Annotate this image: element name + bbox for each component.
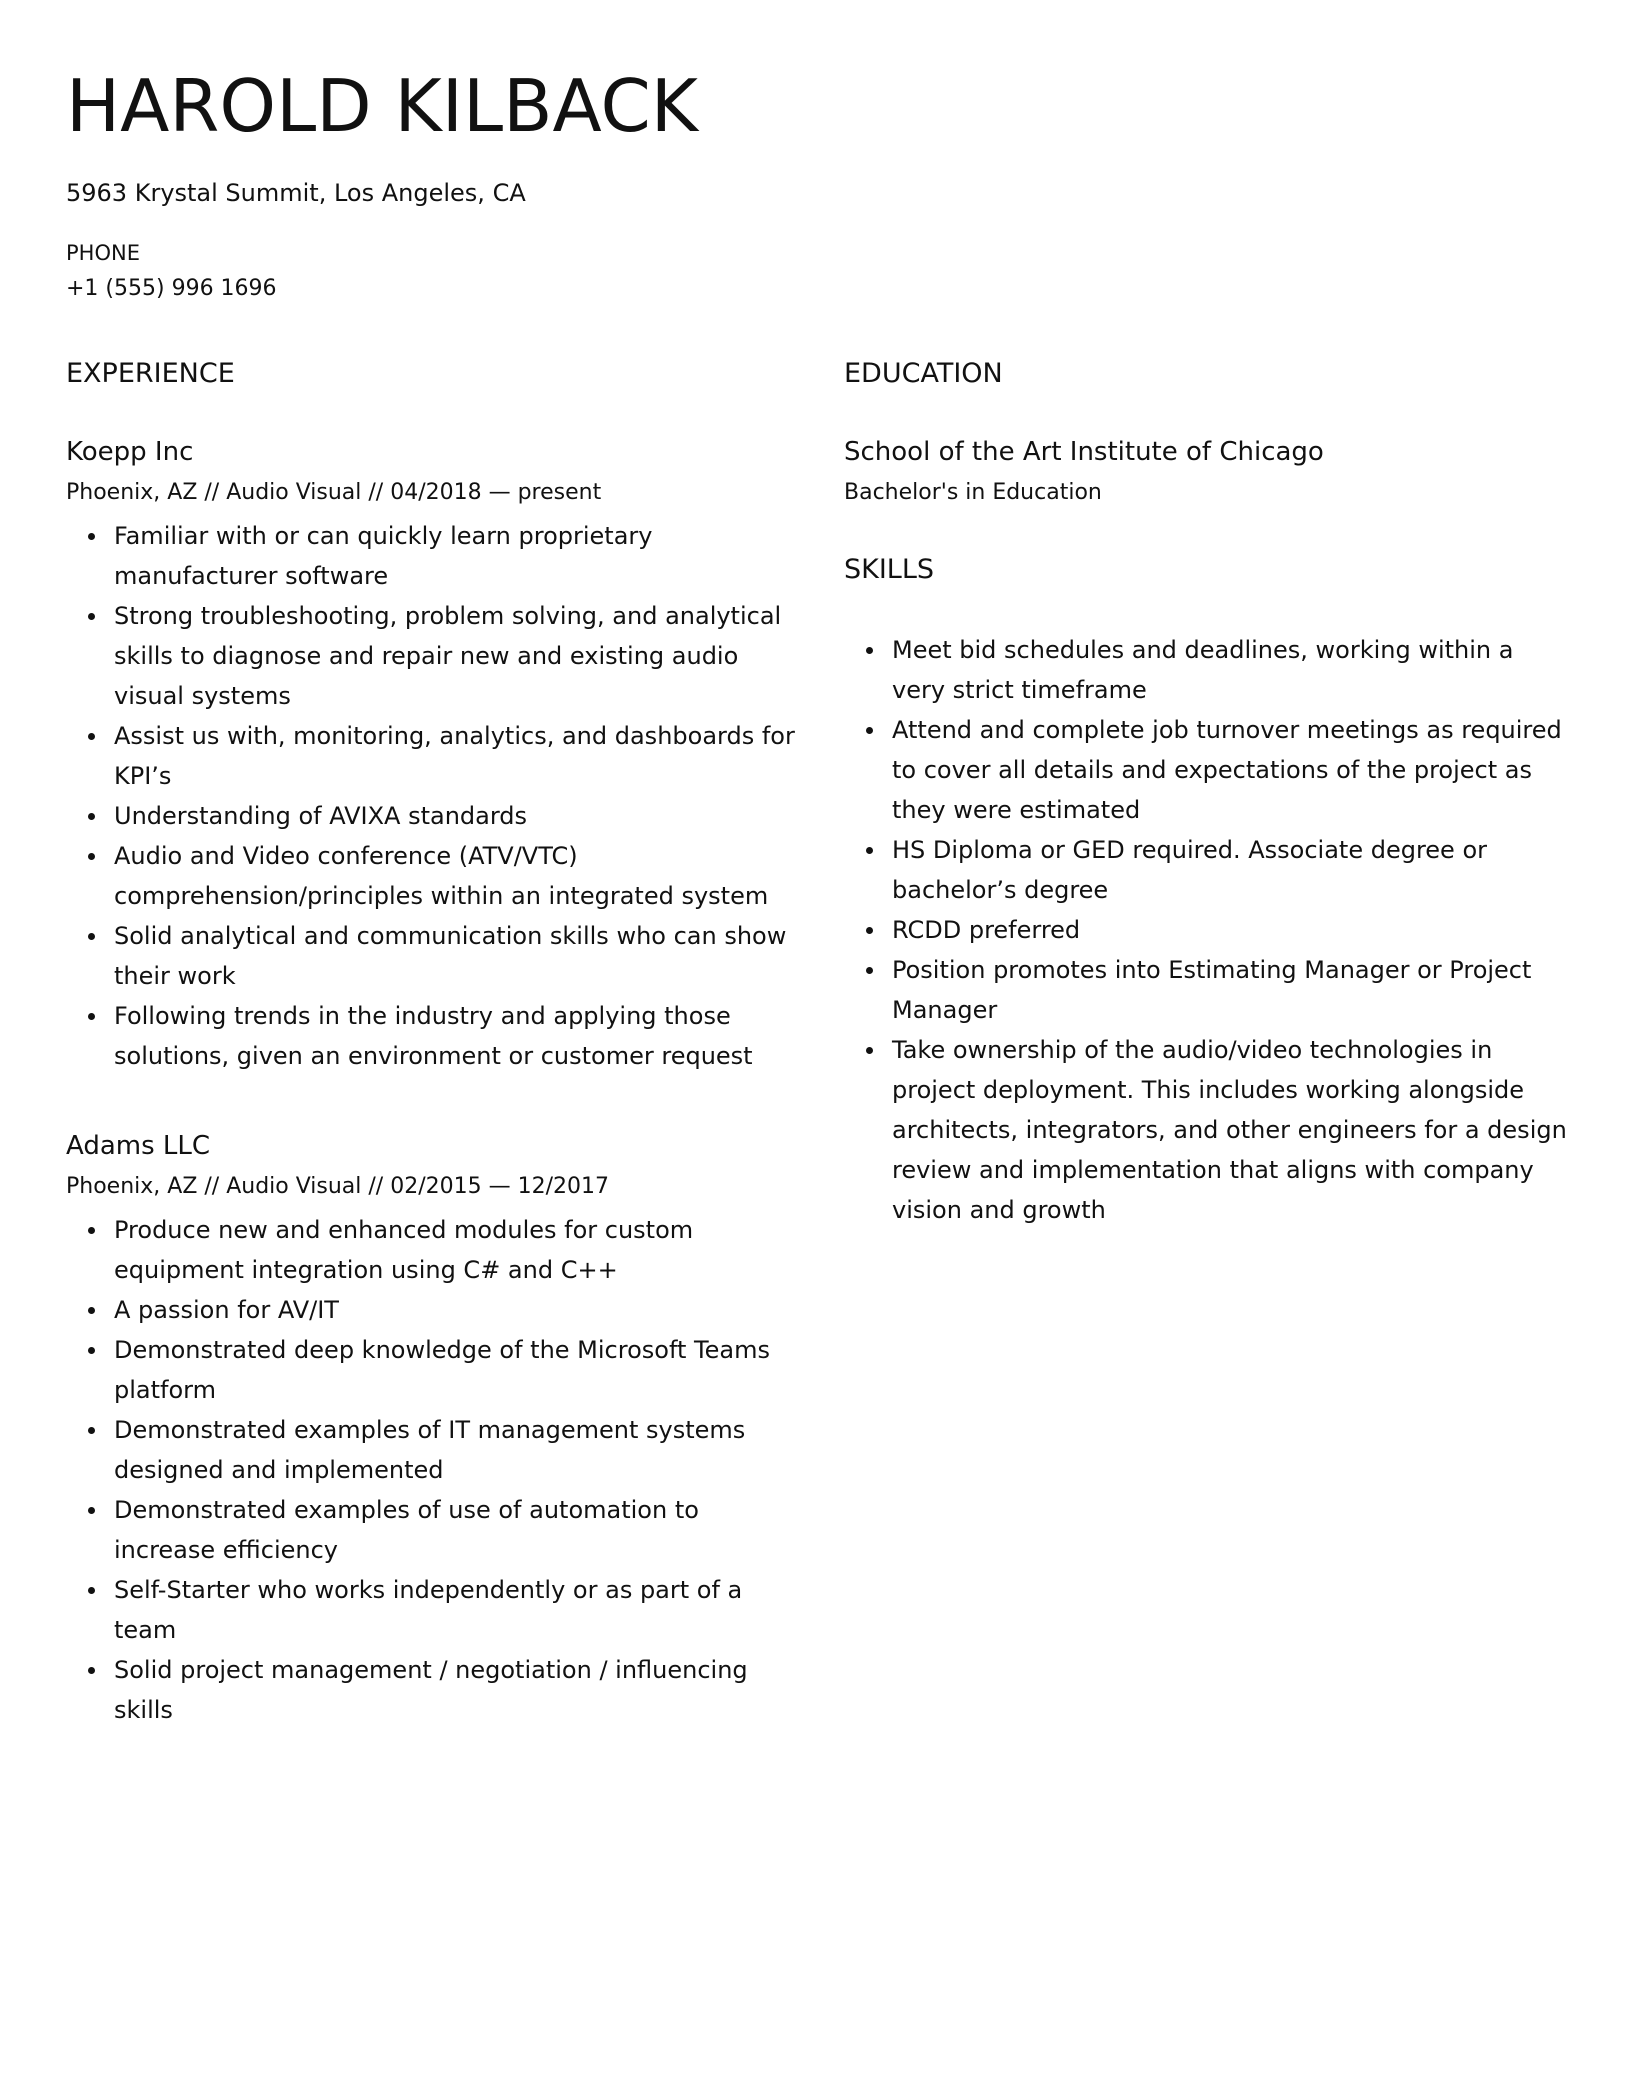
list-item: Following trends in the industry and applying those solutions, given an environment or customer request xyxy=(66,996,806,1076)
list-item: Demonstrated deep knowledge of the Microsoft Teams platform xyxy=(66,1330,806,1410)
skills-heading: SKILLS xyxy=(844,554,935,585)
list-item: Understanding of AVIXA standards xyxy=(66,796,806,836)
skills-section xyxy=(844,550,1574,1230)
experience-section xyxy=(66,354,806,1730)
right-column xyxy=(844,354,1574,1230)
list-item: Audio and Video conference (ATV/VTC) comprehension/principles within an integrated system xyxy=(66,836,806,916)
list-item: Meet bid schedules and deadlines, working within a very strict timeframe xyxy=(844,630,1574,710)
job-bullets xyxy=(66,516,806,1076)
education-entry xyxy=(844,432,1574,512)
degree: Bachelor's in Education xyxy=(844,480,1102,505)
list-item: Demonstrated examples of use of automation to increase efficiency xyxy=(66,1490,806,1570)
job-meta: Phoenix, AZ // Audio Visual // 04/2018 — present xyxy=(66,480,602,505)
list-item: Assist us with, monitoring, analytics, and dashboards for KPI’s xyxy=(66,716,806,796)
list-item: Demonstrated examples of IT management systems designed and implemented xyxy=(66,1410,806,1490)
job-company: Adams LLC xyxy=(66,1131,211,1161)
list-item: HS Diploma or GED required. Associate degree or bachelor’s degree xyxy=(844,830,1574,910)
job-entry xyxy=(66,432,806,1076)
job-company: Koepp Inc xyxy=(66,437,194,467)
list-item: Solid project management / negotiation / influencing skills xyxy=(66,1650,806,1730)
list-item: A passion for AV/IT xyxy=(66,1290,806,1330)
school-name: School of the Art Institute of Chicago xyxy=(844,437,1324,467)
list-item: Position promotes into Estimating Manager or Project Manager xyxy=(844,950,1574,1030)
address: 5963 Krystal Summit, Los Angeles, CA xyxy=(66,179,526,207)
candidate-name: HAROLD KILBACK xyxy=(66,64,698,148)
list-item: Produce new and enhanced modules for custom equipment integration using C# and C++ xyxy=(66,1210,806,1290)
list-item: Strong troubleshooting, problem solving, and analytical skills to diagnose and repair new and existing audio visual systems xyxy=(66,596,806,716)
list-item: Attend and complete job turnover meetings as required to cover all details and expectations of the project as they were estimated xyxy=(844,710,1574,830)
experience-heading: EXPERIENCE xyxy=(66,358,235,389)
list-item: RCDD preferred xyxy=(844,910,1574,950)
list-item: Self-Starter who works independently or as part of a team xyxy=(66,1570,806,1650)
job-entry xyxy=(66,1126,806,1730)
list-item: Solid analytical and communication skills who can show their work xyxy=(66,916,806,996)
phone-label: PHONE xyxy=(66,241,140,265)
skills-list xyxy=(844,630,1574,1230)
phone-number: +1 (555) 996 1696 xyxy=(66,276,277,301)
job-meta: Phoenix, AZ // Audio Visual // 02/2015 — 12/2017 xyxy=(66,1174,609,1199)
list-item: Take ownership of the audio/video technologies in project deployment. This includes working alongside architects, integrators, and other engineers for a design review and implementation that aligns with company vision and growth xyxy=(844,1030,1574,1230)
job-bullets xyxy=(66,1210,806,1730)
list-item: Familiar with or can quickly learn proprietary manufacturer software xyxy=(66,516,806,596)
education-heading: EDUCATION xyxy=(844,358,1003,389)
